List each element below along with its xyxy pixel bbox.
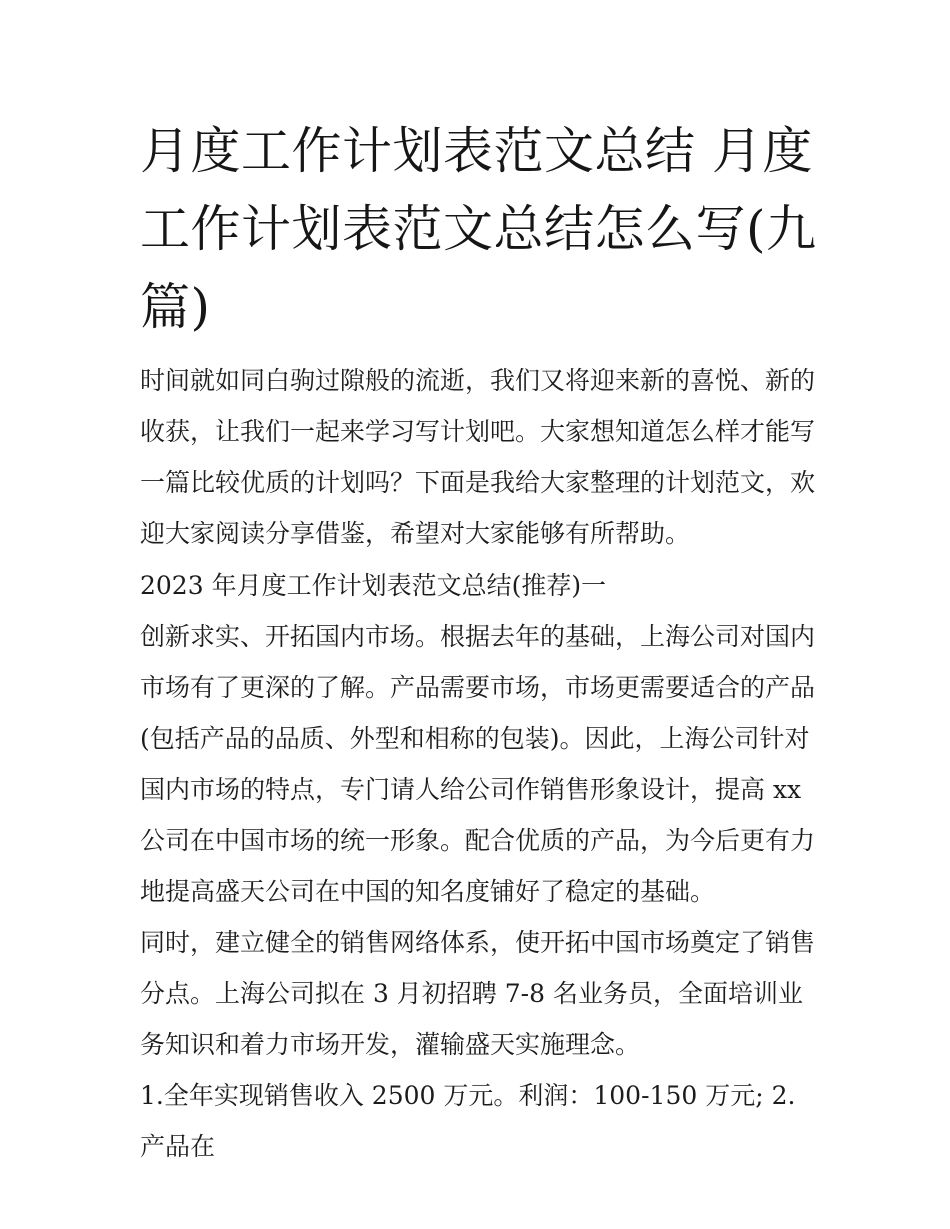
body-paragraph-2: 同时，建立健全的销售网络体系，使开拓中国市场奠定了销售分点。上海公司拟在 3 月初招聘 7-8 名业务员，全面培训业务知识和着力市场开发，灌输盛天实施理念。 — [140, 928, 816, 1059]
body-paragraph-1: 创新求实、开拓国内市场。根据去年的基础，上海公司对国内市场有了更深的了解。产品需要市场，市场更需要适合的产品(包括产品的品质、外型和相称的包装)。因此，上海公司针对国内市场的特点，专门请人给公司作销售形象设计，提高 xx 公司在中国市场的统一形象。配合优质的产品，为今后更有力地提高盛天公司在中国的知名度铺好了稳定的基础。 — [140, 622, 816, 906]
intro-paragraph: 时间就如同白驹过隙般的流逝，我们又将迎来新的喜悦、新的收获，让我们一起来学习写计划吧。大家想知道怎么样才能写一篇比较优质的计划吗？下面是我给大家整理的计划范文，欢迎大家阅读分享借鉴，希望对大家能够有所帮助。 — [140, 366, 816, 548]
numbered-item-line: 1.全年实现销售收入 2500 万元。利润：100-150 万元; 2.产品在 — [140, 1081, 796, 1161]
section-subheading: 2023 年月度工作计划表范文总结(推荐)一 — [140, 571, 607, 600]
document-title: 月度工作计划表范文总结 月度工作计划表范文总结怎么写(九篇) — [140, 122, 817, 336]
